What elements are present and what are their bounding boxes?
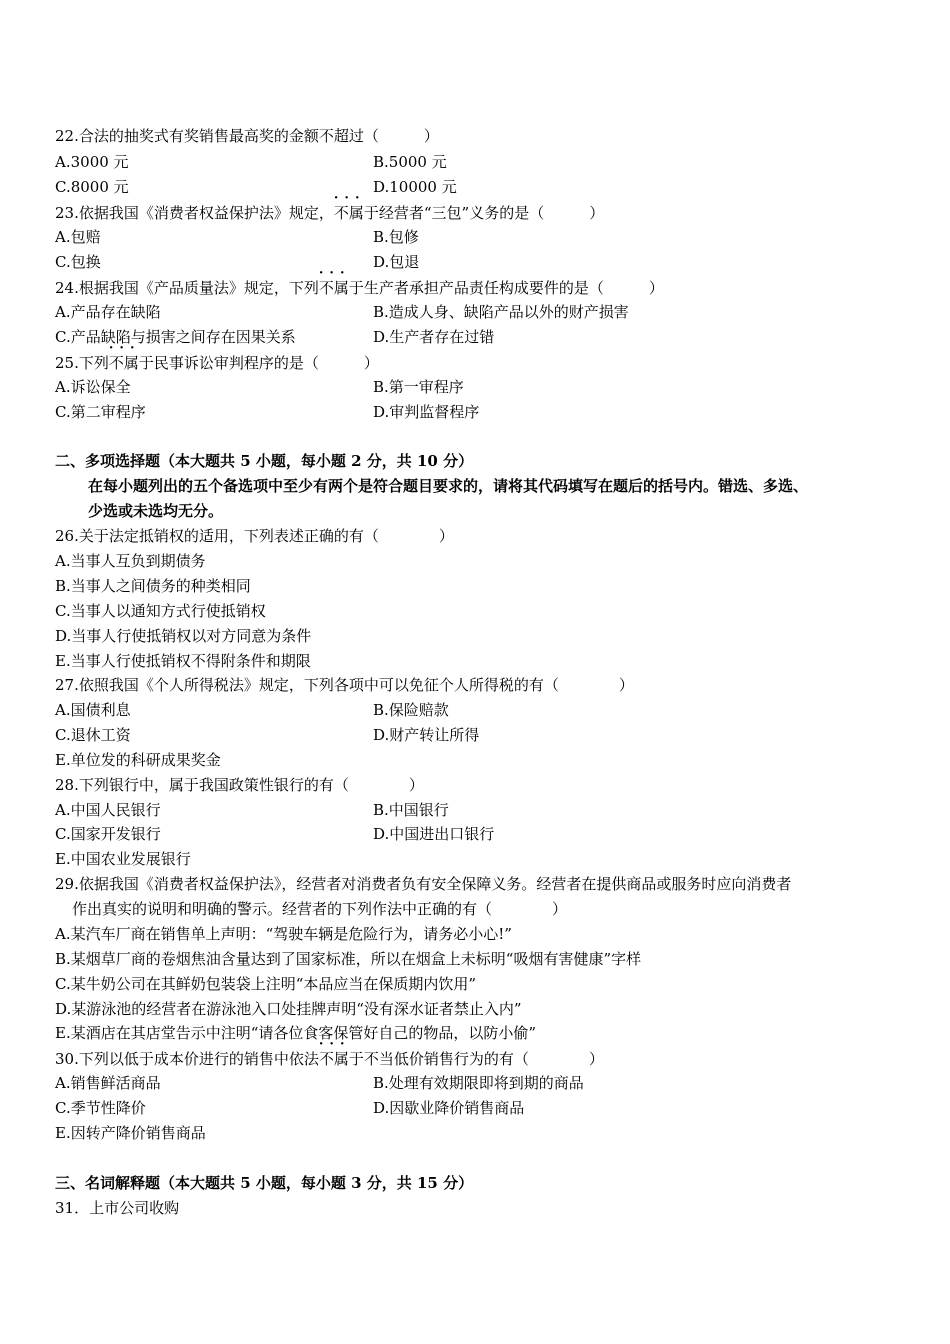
question-27-option-a: A.国债利息 [55,701,131,719]
question-30-stem-after: 不当低价销售行为的有（ ） [363,1050,604,1068]
question-23-option-c: C.包换 [55,253,101,271]
question-30-stem [55,1047,604,1071]
question-26-stem: 26.关于法定抵销权的适用，下列表述正确的有（ ） [55,527,454,545]
section-2-instruction-line-2: 少选或未选均无分。 [88,502,224,520]
question-24-stem-after: 生产者承担产品责任构成要件的是（ ） [363,279,664,297]
question-26-option-c: C.当事人以通知方式行使抵销权 [55,602,266,620]
question-27-option-d: D.财产转让所得 [373,726,480,744]
question-31-term: 31．上市公司收购 [55,1199,180,1217]
section-2-title: 二、多项选择题（本大题共 5 小题，每小题 2 分，共 10 分） [55,452,474,470]
question-25-stem-before: 25.下列 [55,354,109,372]
question-29-option-c: C.某牛奶公司在其鲜奶包装袋上注明“本品应当在保质期内饮用” [55,975,477,993]
question-24-option-b: B.造成人身、缺陷产品以外的财产损害 [373,303,629,321]
question-29-option-a: A.某汽车厂商在销售单上声明：“驾驶车辆是危险行为，请务必小心!” [55,925,512,943]
question-23-option-a: A.包赔 [55,228,101,246]
question-22-option-c: C.8000 元 [55,178,129,196]
question-25-option-d: D.审判监督程序 [373,403,480,421]
question-25-option-a: A.诉讼保全 [55,378,131,396]
question-24-option-d: D.生产者存在过错 [373,328,495,346]
question-28-stem: 28.下列银行中，属于我国政策性银行的有（ ） [55,776,424,794]
question-23-stem-after: 经营者“三包”义务的是（ ） [378,204,605,222]
question-23-option-d: D.包退 [373,253,420,271]
question-24-option-a: A.产品存在缺陷 [55,303,161,321]
question-24-emphasis: · · · 不属于 [319,276,364,300]
question-24-stem [55,276,664,300]
question-30-emphasis: · · · 不属于 [319,1047,364,1071]
question-28-option-e: E.中国农业发展银行 [55,850,191,868]
question-26-option-b: B.当事人之间债务的种类相同 [55,577,251,595]
question-29-stem-line-2: 作出真实的说明和明确的警示。经营者的下列作法中正确的有（ ） [72,900,568,918]
question-28-option-c: C.国家开发银行 [55,825,161,843]
question-26-option-a: A.当事人互负到期债务 [55,552,206,570]
question-28-option-a: A.中国人民银行 [55,801,161,819]
question-22-option-d: D.10000 元 [373,178,457,196]
question-29-option-d: D.某游泳池的经营者在游泳池入口处挂牌声明“没有深水证者禁止入内” [55,1000,522,1018]
question-24-option-c: C.产品缺陷与损害之间存在因果关系 [55,328,296,346]
question-29-stem-line-1: 29.依据我国《消费者权益保护法》，经营者对消费者负有安全保障义务。经营者在提供商品或服务时应向消费者 [55,875,792,893]
question-28-option-d: D.中国进出口银行 [373,825,495,843]
question-29-option-b: B.某烟草厂商的卷烟焦油含量达到了国家标准，所以在烟盒上未标明“吸烟有害健康”字样 [55,950,642,968]
question-23-emphasis: · · · 不属于 [334,201,379,225]
question-22-option-b: B.5000 元 [373,153,447,171]
question-27-option-b: B.保险赔款 [373,701,449,719]
question-23-stem-before: 23.依据我国《消费者权益保护法》规定， [55,204,334,222]
question-26-option-d: D.当事人行使抵销权以对方同意为条件 [55,627,312,645]
question-22-option-a: A.3000 元 [55,153,129,171]
question-30-option-d: D.因歇业降价销售商品 [373,1099,525,1117]
question-26-option-e: E.当事人行使抵销权不得附条件和期限 [55,652,311,670]
question-28-option-b: B.中国银行 [373,801,449,819]
section-3-title: 三、名词解释题（本大题共 5 小题，每小题 3 分，共 15 分） [55,1174,474,1192]
question-25-stem-after: 民事诉讼审判程序的是（ ） [153,354,379,372]
question-27-stem: 27.依照我国《个人所得税法》规定，下列各项中可以免征个人所得税的有（ ） [55,676,634,694]
question-29-option-e: E.某酒店在其店堂告示中注明“请各位食客保管好自己的物品，以防小偷” [55,1024,537,1042]
question-25-option-c: C.第二审程序 [55,403,146,421]
question-27-option-e: E.单位发的科研成果奖金 [55,751,221,769]
question-30-option-e: E.因转产降价销售商品 [55,1124,206,1142]
question-25-option-b: B.第一审程序 [373,378,464,396]
question-25-emphasis: · · · 不属于 [109,351,154,375]
question-25-stem [55,351,379,375]
question-30-option-b: B.处理有效期限即将到期的商品 [373,1074,584,1092]
question-30-option-c: C.季节性降价 [55,1099,146,1117]
question-23-stem [55,201,604,225]
question-30-stem-before: 30.下列以低于成本价进行的销售中依法 [55,1050,319,1068]
question-24-stem-before: 24.根据我国《产品质量法》规定，下列 [55,279,319,297]
question-30-option-a: A.销售鲜活商品 [55,1074,161,1092]
question-23-option-b: B.包修 [373,228,419,246]
section-2-instruction-line-1: 在每小题列出的五个备选项中至少有两个是符合题目要求的，请将其代码填写在题后的括号内。错选、多选、 [88,477,809,495]
question-22-stem: 22.合法的抽奖式有奖销售最高奖的金额不超过（ ） [55,127,439,145]
question-27-option-c: C.退休工资 [55,726,131,744]
